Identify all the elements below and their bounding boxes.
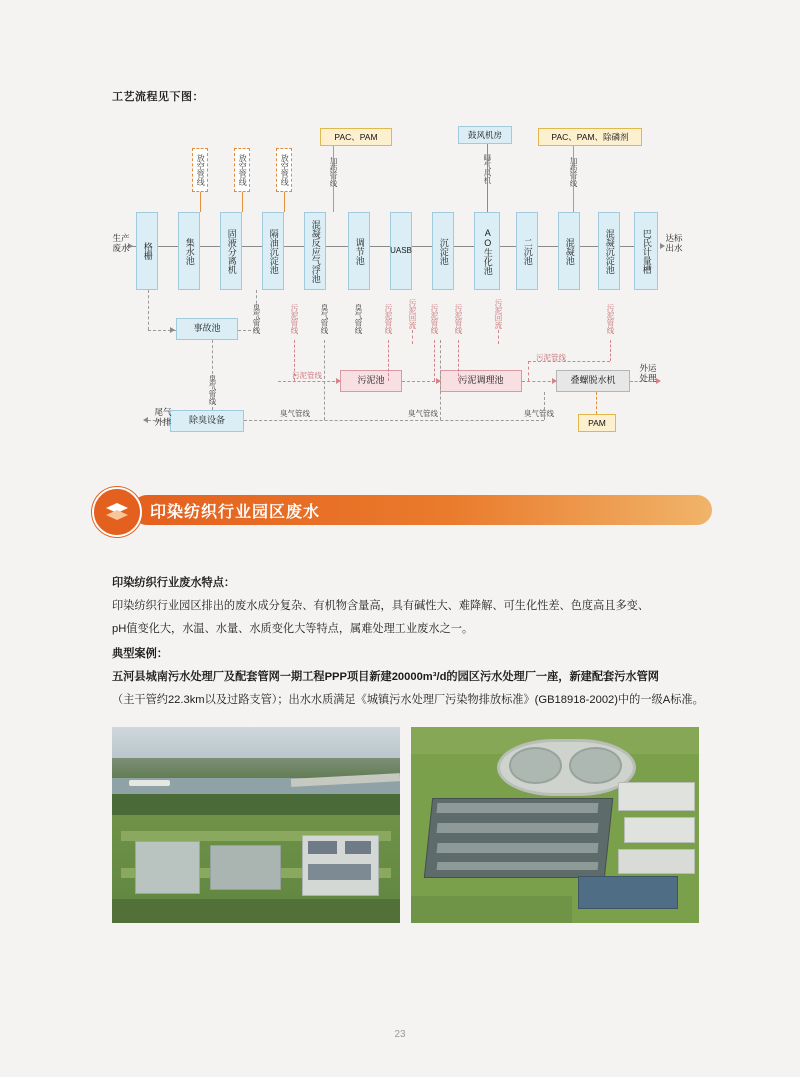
- photo1-tree-belt: [112, 794, 400, 818]
- heading-wastewater-features: 印染纺织行业废水特点：: [112, 577, 236, 589]
- deodor-connector-h: [244, 420, 544, 421]
- sludge-line-h2: [528, 361, 610, 362]
- vent-connector-3: [284, 192, 285, 212]
- tag-vent-line-1: 放空管线: [192, 148, 208, 192]
- tag-vent-line-3: 放空管线: [276, 148, 292, 192]
- unit-grille: 格栅: [136, 212, 158, 290]
- photo1-roof-1: [308, 841, 337, 855]
- sludge-arrow-3: [552, 378, 557, 384]
- unit-ao-biological-tank: AO生化池: [474, 212, 500, 290]
- vent-connector-2: [242, 192, 243, 212]
- sludge-return-label-2: 污泥回流: [493, 299, 503, 329]
- paragraph-case-line2: （主干管约22.3km以及过路支管）；出水水质满足《城镇污水处理厂污染物排放标准》(GB18918-2002)中的一级A标准。: [112, 694, 704, 706]
- flow-diagram-title: 工艺流程见下图：: [112, 91, 204, 103]
- odor-pipe-label-1: 臭气管线: [251, 304, 261, 334]
- unit-sludge-tank: 污泥池: [340, 370, 402, 392]
- process-flow-diagram: [0, 0, 800, 460]
- photo2-clarifier-2: [569, 747, 622, 784]
- sludge-line-h1: [278, 381, 340, 382]
- tag-dosing-line-2: 加药管线: [568, 157, 578, 187]
- unit-screw-press-dewatering: 叠螺脱水机: [556, 370, 630, 392]
- accident-connector-left: [148, 290, 149, 330]
- photo1-treatment-basins-mid: [210, 845, 281, 890]
- vent-connector-1: [200, 192, 201, 212]
- sludge-line-v6: [528, 361, 529, 381]
- sludge-pipe-label-4: 污泥管线: [453, 304, 463, 334]
- layers-icon: [104, 501, 130, 523]
- tag-dosing-line-1: 加药管线: [328, 157, 338, 187]
- unit-sedimentation-tank-1: 沉淀池: [432, 212, 454, 290]
- tag-vent-line-2: 放空管线: [234, 148, 250, 192]
- unit-collection-tank: 集水池: [178, 212, 200, 290]
- page-number: 23: [394, 1029, 406, 1040]
- sludge-return-v2: [498, 330, 499, 344]
- sludge-arrow-2: [436, 378, 441, 384]
- sludge-pipe-label-5: 污泥管线: [605, 304, 615, 334]
- sludge-pipe-label-3: 污泥管线: [429, 304, 439, 334]
- photo1-roof-2: [345, 841, 371, 855]
- section-banner: [92, 487, 712, 533]
- banner-title: 印染纺织行业园区废水: [150, 504, 321, 521]
- photo1-roof-3: [308, 864, 371, 880]
- deodor-connector-v2: [544, 392, 545, 420]
- photo1-boat: [129, 780, 169, 786]
- photo2-tank-walkway-2: [436, 823, 598, 833]
- odor-pipe-label-4: 臭气管线: [280, 409, 310, 419]
- photo1-treatment-basins-left: [135, 841, 200, 894]
- sludge-pipe-label-7: 污泥管线: [536, 353, 566, 363]
- unit-accident-tank: 事故池: [176, 318, 238, 340]
- outbound-label: 外运 处理: [639, 363, 657, 383]
- banner-icon-circle: [92, 487, 142, 537]
- photo2-building-1: [618, 782, 695, 811]
- exhaust-arrow: [143, 417, 148, 423]
- sludge-pipe-label-2: 污泥管线: [383, 304, 393, 334]
- tag-pac-pam-1: PAC、PAM: [320, 128, 392, 146]
- photo-aerial-treatment-tanks: [411, 727, 699, 923]
- sludge-line-h3: [402, 381, 440, 382]
- unit-coagulation-sedimentation: 混凝沉淀池: [598, 212, 620, 290]
- photo2-building-2: [624, 817, 695, 843]
- photo2-tank-walkway-4: [436, 862, 598, 870]
- photo2-grass-bottom: [411, 896, 572, 923]
- inlet-label: 生产 废水: [112, 233, 130, 253]
- unit-secondary-clarifier: 二沉池: [516, 212, 538, 290]
- sludge-line-v5: [610, 340, 611, 361]
- unit-solid-liquid-separator: 固液分离机: [220, 212, 242, 290]
- photo-aerial-plant-riverside: [112, 727, 400, 923]
- unit-coagulation-flotation: 混凝反应气浮池: [304, 212, 326, 290]
- photo2-tank-walkway-1: [436, 803, 598, 813]
- unit-parshall-flume: 巴氏计量槽: [634, 212, 658, 290]
- deodor-connector-v: [212, 340, 213, 410]
- exhaust-label: 尾气 外排: [154, 407, 172, 427]
- sludge-line-h4: [522, 381, 556, 382]
- photo2-building-3: [618, 849, 695, 875]
- tag-pam: PAM: [578, 414, 616, 432]
- odor-pipe-label-3: 臭气管线: [353, 304, 363, 334]
- tag-blower-room: 鼓风机房: [458, 126, 512, 144]
- sludge-return-label-1: 污泥回流: [407, 299, 417, 329]
- paragraph-case-line1: 五河县城南污水处理厂及配套管网一期工程PPP项目新建20000m³/d的园区污水处理厂一座，新建配套污水管网: [112, 671, 659, 683]
- odor-pipe-label-7: 臭气管线: [207, 375, 217, 405]
- sludge-return-v1: [412, 330, 413, 344]
- paragraph-features-line1: 印染纺织行业园区排出的废水成分复杂、有机物含量高，具有碱性大、难降解、可生化性差、色度高且多变、: [112, 600, 650, 612]
- sludge-line-v4: [458, 340, 459, 381]
- sludge-pipe-label-6: 污泥管线: [292, 371, 322, 381]
- blower-connector: [487, 144, 488, 212]
- outlet-label: 达标 出水: [665, 233, 683, 253]
- unit-uasb: UASB: [390, 212, 412, 290]
- photo1-sky: [112, 727, 400, 758]
- photo2-blue-roof-building: [578, 876, 678, 909]
- dosing-connector-1: [333, 146, 334, 212]
- paragraph-features-line2: pH值变化大，水温、水量、水质变化大等特点，属难处理工业废水之一。: [112, 623, 474, 635]
- dosing-connector-2: [573, 146, 574, 212]
- accident-connector-right-h: [238, 330, 256, 331]
- heading-typical-case: 典型案例：: [112, 648, 168, 660]
- accident-arrow: [170, 327, 175, 333]
- photo2-clarifier-1: [509, 747, 562, 784]
- unit-oil-separation-tank: 隔油沉淀池: [262, 212, 284, 290]
- sludge-line-v2: [388, 340, 389, 381]
- odor-pipe-label-5: 臭气管线: [408, 409, 438, 419]
- sludge-line-v3: [434, 340, 435, 381]
- pam-connector: [596, 392, 597, 414]
- sludge-arrow-1: [336, 378, 341, 384]
- unit-sludge-conditioning-tank: 污泥调理池: [440, 370, 522, 392]
- sludge-pipe-label-1: 污泥管线: [289, 304, 299, 334]
- tag-pac-pam-dephosphorus: PAC、PAM、除磷剂: [538, 128, 642, 146]
- odor-pipe-label-6: 臭气管线: [524, 409, 554, 419]
- deodor-connector-v3: [324, 340, 325, 420]
- unit-deodorization-equipment: 除臭设备: [170, 410, 244, 432]
- odor-pipe-label-2: 臭气管线: [319, 304, 329, 334]
- unit-coagulation-tank: 混凝池: [558, 212, 580, 290]
- photo2-tank-walkway-3: [436, 843, 598, 853]
- sludge-line-v1: [294, 340, 295, 381]
- accident-connector-right: [256, 290, 257, 330]
- photo1-foreground: [112, 899, 400, 923]
- unit-equalization-tank: 调节池: [348, 212, 370, 290]
